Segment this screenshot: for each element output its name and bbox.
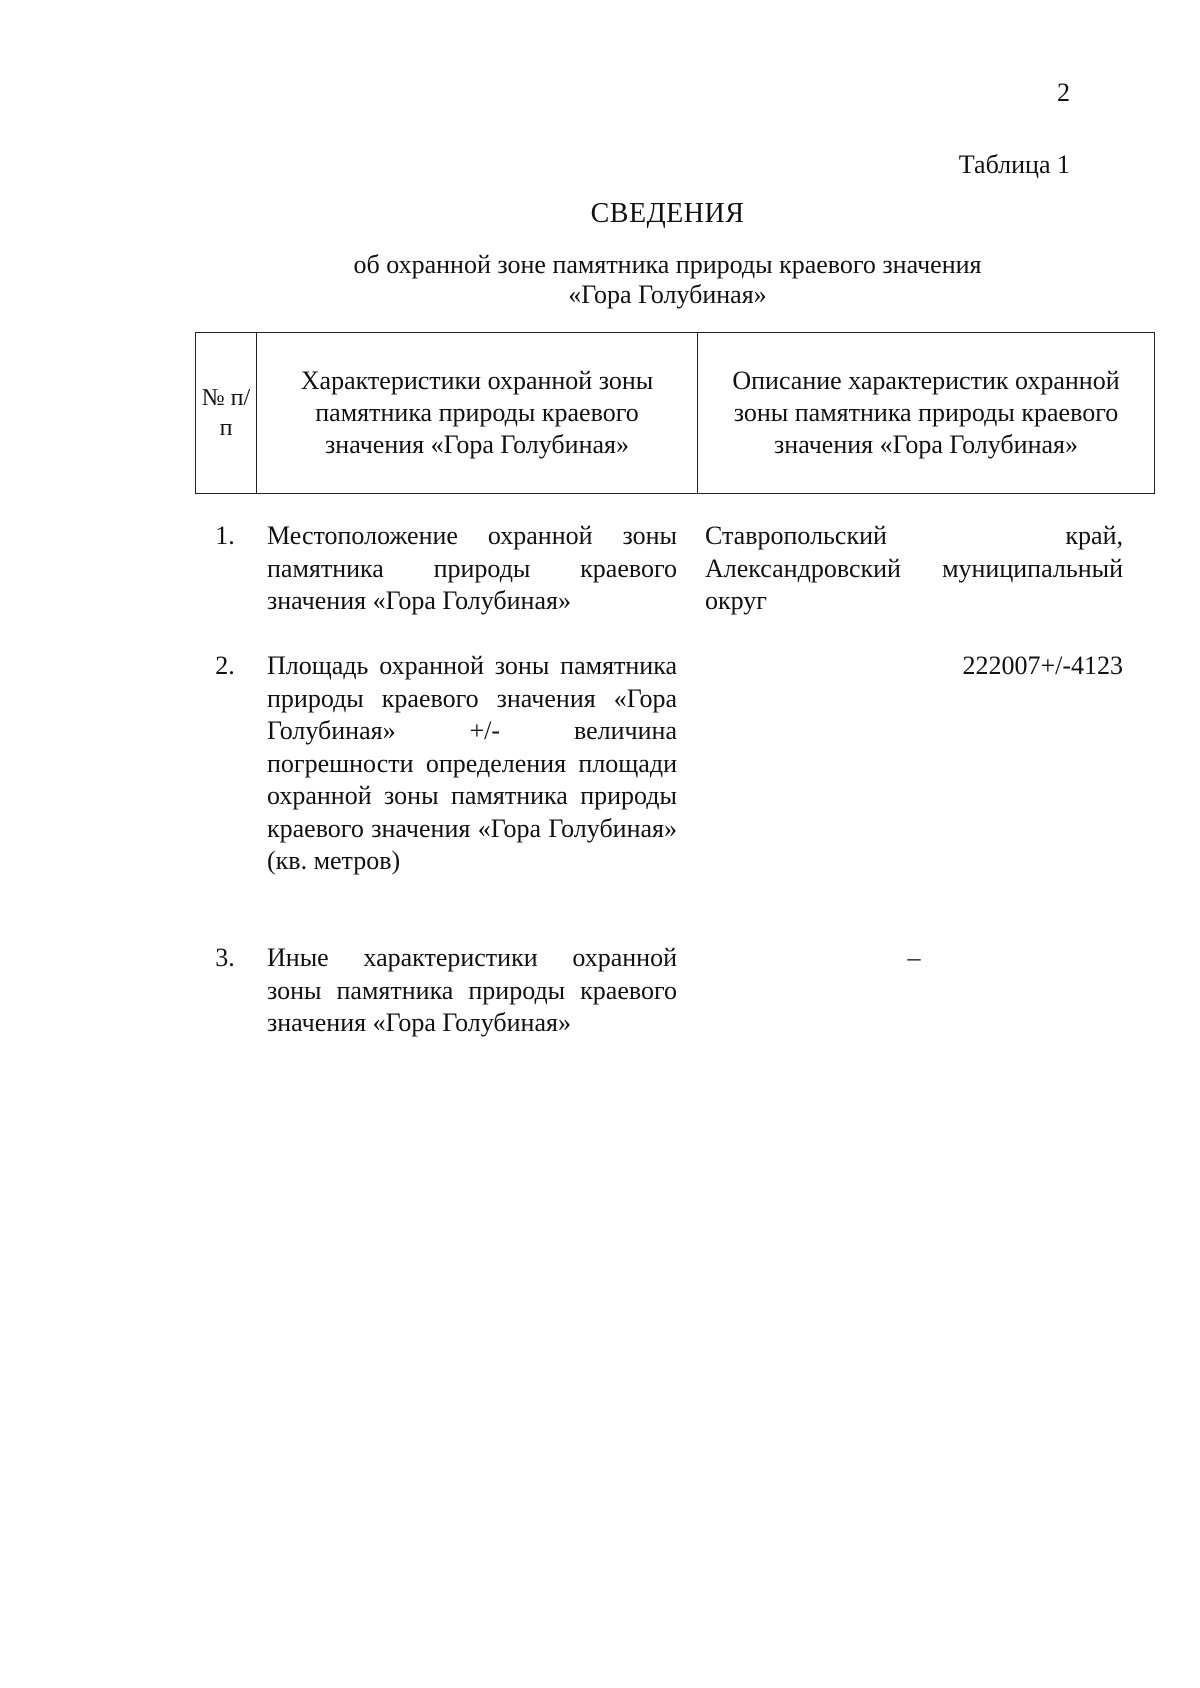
row-number: 2. bbox=[215, 651, 235, 680]
row-description: Ставропольский край, Александровский муниципальный округ bbox=[705, 521, 1123, 615]
row-description: – bbox=[907, 943, 921, 972]
subtitle-line-2: «Гора Голубиная» bbox=[568, 280, 767, 309]
subtitle-line-1: об охранной зоне памятника природы краевого значения bbox=[353, 250, 982, 279]
document-subtitle bbox=[0, 250, 1200, 310]
row-characteristic: Местоположение охранной зоны памятника природы краевого значения «Гора Голубиная» bbox=[267, 521, 677, 615]
document-title: СВЕДЕНИЯ bbox=[590, 198, 745, 229]
header-characteristics: Характеристики охранной зоны памятника природы краевого значения «Гора Голубиная» bbox=[257, 333, 698, 494]
row-characteristic: Иные характеристики охранной зоны памятника природы краевого значения «Гора Голубиная» bbox=[267, 943, 677, 1037]
header-row bbox=[196, 333, 1155, 494]
header-description: Описание характеристик охранной зоны памятника природы краевого значения «Гора Голубиная» bbox=[698, 333, 1155, 494]
row-number: 1. bbox=[215, 521, 235, 550]
row-number: 3. bbox=[215, 943, 235, 972]
table-header bbox=[195, 332, 1155, 494]
table-label: Таблица 1 bbox=[958, 150, 1070, 179]
row-characteristic: Площадь охранной зоны памятника природы краевого значения «Гора Голубиная» +/- величина погрешности определения площади охранной зоны памятника природы краевого значения «Гора Голубиная» (кв. метров) bbox=[267, 651, 677, 875]
page-number: 2 bbox=[1057, 78, 1070, 107]
header-number: № п/п bbox=[196, 333, 257, 494]
row-description: 222007+/-4123 bbox=[962, 651, 1123, 680]
